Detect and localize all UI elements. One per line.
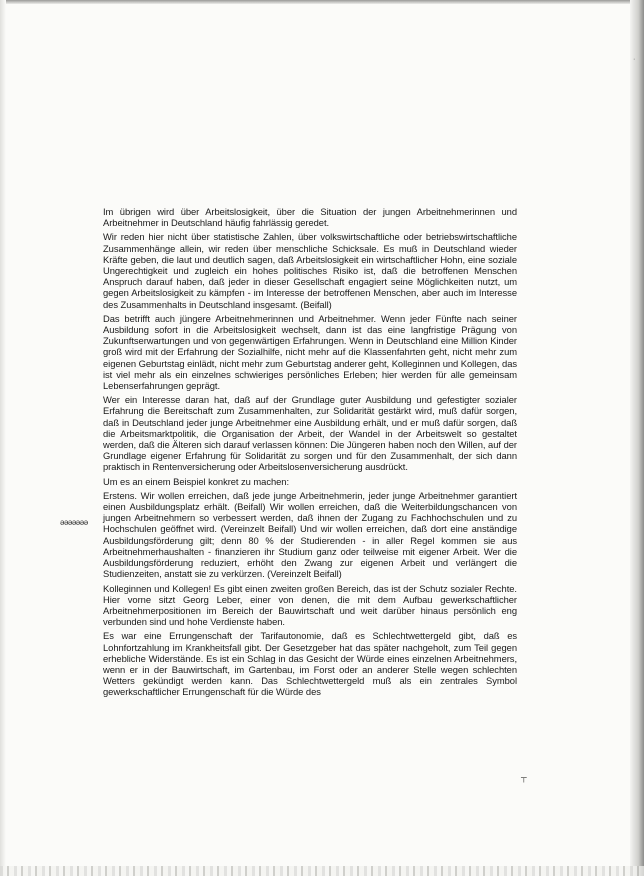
paragraph: Erstens. Wir wollen erreichen, daß jede junge Arbeitnehmerin, jeder junge Arbeitnehmer garantiert einen Ausbildungsplatz erhält. (Beifall) Wir wollen erreichen, daß die Weiterbildungschancen von jungen Arbeitnehmern so verbessert werden, daß ihnen der Zugang zu Fachhochschulen und zu Hochschulen geöffnet wird. (Vereinzelt Beifall) Und wir wollen erreichen, daß dort eine anständige Ausbildungsförderung gilt; denn 80 % der Studierenden - in aller Regel kommen sie aus Arbeitnehmerhaushalten - finanzieren ihr Studium ganz oder teilweise mit eigener Arbeit. Wer die Ausbildungsförderung reduziert, erhöht den Zwang zur eigenen Arbeit und verlängert die Studienzeiten, anstatt sie zu verkürzen. (Vereinzelt Beifall) [103,489,517,580]
paragraph: Es war eine Errungenschaft der Tarifautonomie, daß es Schlechtwettergeld gibt, daß es Lohnfortzahlung im Krankheitsfall gibt. Der Gesetzgeber hat das später nachgeholt, zum Teil gegen erhebliche Widerstände. Es ist ein Schlag in das Gesicht der Würde eines einzelnen Arbeitnehmers, wenn er in der Bauwirtschaft, im Gartenbau, im Forst oder an anderer Stelle wegen schlechten Wetters gekündigt werden kann. Das Schlechtwettergeld muß als ein zentrales Symbol gewerkschaftlicher Errungenschaft für die Würde des [103,630,517,698]
paragraph: Um es an einem Beispiel konkret zu machen: [103,475,290,487]
paragraph: Wir reden hier nicht über statistische Zahlen, über volkswirtschaftliche oder betriebswirtschaftliche Zusammenhänge allein, wir reden über menschliche Schicksale. Es muß in Deutschland wieder Kräfte geben, die laut und deutlich sagen, daß Arbeitslosigkeit ein wirtschaftlicher Hohn, eine soziale Ungerechtigkeit und zugleich ein hohes politisches Risiko ist, daß die betroffenen Menschen Anspruch darauf haben, daß jeder in dieser Gesellschaft engagiert seine Möglichkeiten nutzt, um gegen Arbeitslosigkeit zu kämpfen - im Interesse der betroffenen Menschen, aber auch im Interesse des Zusammenhalts in Deutschland insgesamt. (Beifall) [103,231,517,310]
paragraph: Das betrifft auch jüngere Arbeitnehmerinnen und Arbeitnehmer. Wenn jeder Fünfte nach seiner Ausbildung sofort in die Arbeitslosigkeit wechselt, dann ist das eine langfristige Prägung von Zukunftserwartungen und von gegenwärtigen Erfahrungen. Wenn in Deutschland eine Million Kinder groß wird mit der Erfahrung der Sozialhilfe, nicht mehr auf die Klassenfahrten geht, nicht mehr zum eigenen Geburtstag einlädt, nicht mehr zum Geburtstag anderer geht, Kolleginnen und Kollegen, das ist viel mehr als ein einzelnes schwieriges persönliches Erleben; hier werden für alle gemeinsam Lebenserfahrungen geprägt. [103,312,517,392]
scan-edge-top [0,0,644,4]
margin-note: ǝǝǝǝǝǝǝ [60,518,88,527]
scan-mark: ┬ [521,773,527,782]
scan-edge-bottom [0,866,644,876]
scan-edge-right [630,0,644,876]
scan-edge-left [0,0,6,876]
paragraph: Kolleginnen und Kollegen! Es gibt einen zweiten großen Bereich, das ist der Schutz sozialer Rechte. Hier vorne sitzt Georg Leber, einer von denen, die mit dem Aufbau gewerkschaftlicher Arbeitnehmerpositionen im Bereich der Bauwirtschaft und weit darüber hinaus persönlich eng verbunden sind und hohe Verdienste haben. [103,582,517,628]
scan-speck: · [633,56,636,63]
speech-text [103,206,517,701]
paragraph: Wer ein Interesse daran hat, daß auf der Grundlage guter Ausbildung und gefestigter sozialer Erfahrung die Bereitschaft zum Zusammenhalten, zur Solidarität gestärkt wird, muß dafür sorgen, daß in Deutschland jeder junge Arbeitnehmer eine Ausbildung erhält, und er muß dafür sorgen, daß die Arbeitsmarktpolitik, die Organisation der Arbeit, der Wandel in der Arbeitswelt so gestaltet werden, daß die Älteren sich darauf verlassen können: Die Jüngeren haben noch den Willen, auf der Grundlage eigener Erfahrung für Solidarität zu sorgen und für den Zusammenhalt, der sich dann praktisch in Rentenversicherung oder Arbeitslosenversicherung ausdrückt. [103,394,517,473]
paragraph: Im übrigen wird über Arbeitslosigkeit, über die Situation der jungen Arbeitnehmerinnen und Arbeitnehmer in Deutschland häufig fahrlässig geredet. [103,206,517,229]
